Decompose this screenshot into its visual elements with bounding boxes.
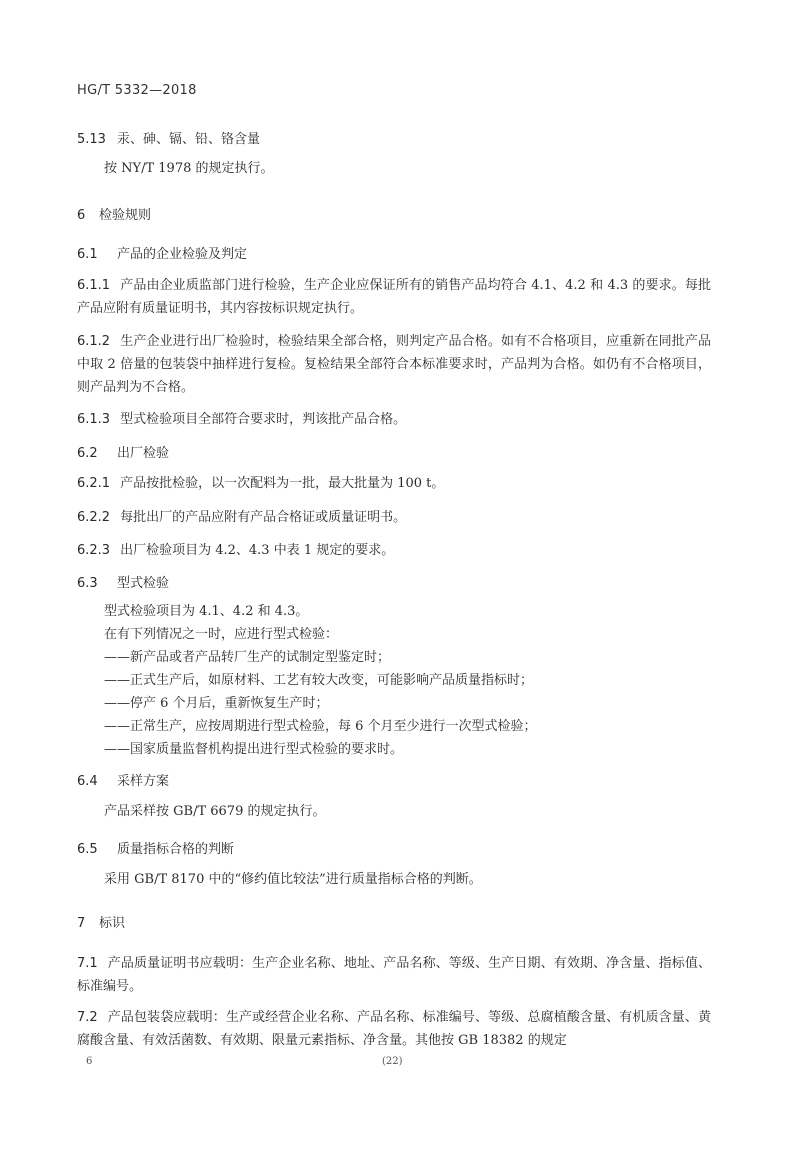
section-6-5-heading	[77, 838, 234, 857]
clause-text: 产品质量证明书应载明：生产企业名称、地址、产品名称、等级、生产日期、有效期、净含量、指标值、标准编号。	[77, 956, 711, 994]
section-5-13-heading	[77, 128, 260, 147]
section-6-4-heading	[77, 770, 169, 789]
section-title: 检验规则	[99, 208, 152, 223]
page-number: 6	[86, 1056, 93, 1067]
section-6-1-heading	[77, 243, 247, 262]
clause-text: 型式检验项目全部符合要求时，判该批产品合格。	[120, 412, 407, 427]
clause-number: 6.2.2	[77, 510, 111, 525]
chapter-6-heading	[77, 204, 151, 223]
clause-text: 生产企业进行出厂检验时，检验结果全部合格，则判定产品合格。如有不合格项目，应重新在同批产品中取 2 倍量的包装袋中抽样进行复检。复检结果全部符合本标准要求时，产品判为合格。如仍有不合格项目，则产品判为不合格。	[77, 334, 711, 395]
clause-number: 6.1.1	[77, 278, 111, 293]
section-6-2-heading	[77, 442, 169, 461]
section-title: 产品的企业检验及判定	[117, 247, 248, 262]
section-number: 6.5	[77, 842, 98, 857]
section-number: 6	[77, 208, 86, 223]
list-item: 型式检验项目为 4.1、4.2 和 4.3。	[104, 604, 309, 619]
section-title: 型式检验	[117, 576, 170, 591]
section-number: 5.13	[77, 132, 106, 147]
list-item: ——停产 6 个月后，重新恢复生产时；	[104, 696, 329, 711]
clause-number: 6.2.3	[77, 543, 111, 558]
clause-number: 7.1	[77, 956, 98, 971]
clause-text: 产品由企业质监部门进行检验，生产企业应保证所有的销售产品均符合 4.1、4.2 和 4.3 的要求。每批产品应附有质量证明书，其内容按标识规定执行。	[77, 278, 711, 316]
section-number: 6.1	[77, 247, 98, 262]
section-number: 6.2	[77, 446, 98, 461]
section-number: 6.4	[77, 774, 98, 789]
section-number: 7	[77, 916, 86, 931]
sequence-number: (22)	[382, 1056, 403, 1067]
standard-code-header: HG/T 5332—2018	[77, 83, 197, 98]
section-title: 汞、砷、镉、铅、铬含量	[117, 132, 261, 147]
section-title: 标识	[99, 916, 126, 931]
section-number: 6.3	[77, 576, 98, 591]
section-5-13-body: 按 NY/T 1978 的规定执行。	[104, 161, 274, 176]
clause-6-1-3	[77, 408, 711, 431]
section-title: 质量指标合格的判断	[117, 842, 235, 857]
clause-number: 6.1.2	[77, 334, 111, 349]
section-6-4-body: 产品采样按 GB/T 6679 的规定执行。	[104, 804, 326, 819]
clause-6-2-1	[77, 472, 711, 495]
clause-text: 产品包装袋应载明：生产或经营企业名称、产品名称、标准编号、等级、总腐植酸含量、有机质含量、黄腐酸含量、有效活菌数、有效期、限量元素指标、净含量。其他按 GB 18382 的规定	[77, 1010, 711, 1048]
clause-6-2-2	[77, 506, 711, 529]
chapter-7-heading	[77, 912, 125, 931]
list-item: ——新产品或者产品转厂生产的试制定型鉴定时；	[104, 650, 391, 665]
section-title: 出厂检验	[117, 446, 170, 461]
section-6-3-heading	[77, 572, 169, 591]
clause-text: 出厂检验项目为 4.2、4.3 中表 1 规定的要求。	[120, 543, 395, 558]
clause-7-2	[77, 1006, 711, 1052]
clause-number: 6.1.3	[77, 412, 111, 427]
section-6-5-body: 采用 GB/T 8170 中的“修约值比较法”进行质量指标合格的判断。	[104, 872, 482, 887]
list-item: ——正常生产，应按周期进行型式检验，每 6 个月至少进行一次型式检验；	[104, 719, 537, 734]
list-item: ——正式生产后，如原材料、工艺有较大改变，可能影响产品质量指标时；	[104, 673, 534, 688]
clause-6-2-3	[77, 539, 711, 562]
clause-number: 7.2	[77, 1010, 98, 1025]
list-item: ——国家质量监督机构提出进行型式检验的要求时。	[104, 742, 404, 757]
list-item: 在有下列情况之一时，应进行型式检验：	[104, 627, 339, 642]
clause-text: 每批出厂的产品应附有产品合格证或质量证明书。	[120, 510, 407, 525]
section-6-3-list	[104, 600, 537, 761]
clause-text: 产品按批检验，以一次配料为一批，最大批量为 100 t。	[120, 476, 445, 491]
section-title: 采样方案	[117, 774, 170, 789]
clause-6-1-1	[77, 274, 711, 320]
clause-7-1	[77, 952, 711, 998]
clause-number: 6.2.1	[77, 476, 111, 491]
clause-6-1-2	[77, 330, 711, 399]
